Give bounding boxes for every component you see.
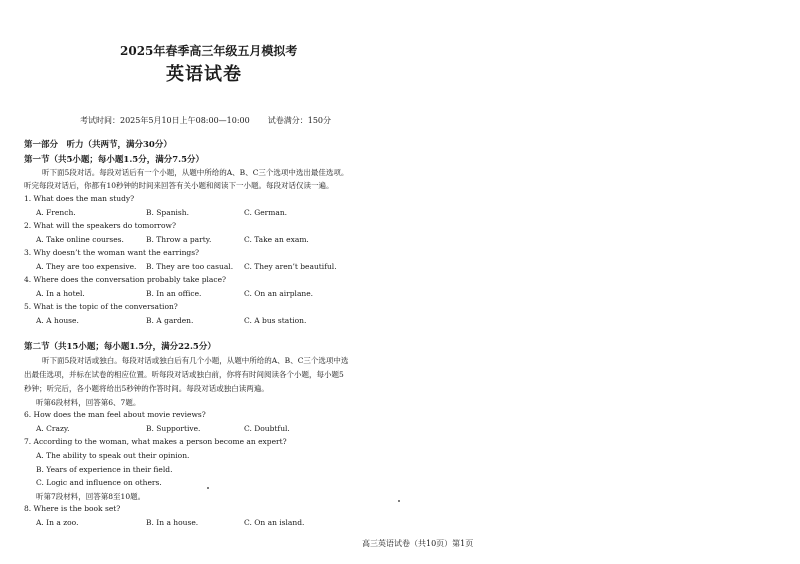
section1-title: 第一节（共5小题；每小题1.5分，满分7.5分） [24, 155, 204, 165]
question-6-option-c: C. Doubtful. [244, 424, 290, 433]
subject-title: 英语试卷 [166, 64, 242, 85]
question-3-option-c: C. They aren’t beautiful. [244, 262, 337, 271]
question-5-stem: 5. What is the topic of the conversation? [24, 302, 178, 311]
question-7-stem: 7. According to the woman, what makes a person become an expert? [24, 437, 287, 446]
question-8-option-b: B. In a house. [146, 518, 199, 527]
part1-title: 第一部分 听力（共两节，满分30分） [24, 140, 172, 150]
section1-instruction-line: 听完每段对话后，你都有10秒钟的时间来回答有关小题和阅读下一小题。每段对话仅读一遍。 [24, 181, 334, 190]
page-footer: 高三英语试卷（共10页）第1页 [362, 539, 474, 548]
question-1-option-a: A. French. [36, 208, 76, 217]
full-score: 试卷满分：150分 [267, 116, 332, 125]
question-5-option-c: C. A bus station. [244, 316, 307, 325]
scan-speck [398, 500, 400, 502]
question-3-option-a: A. They are too expensive. [36, 262, 137, 271]
exam-time: 考试时间：2025年5月10日上午08:00—10:00 [80, 116, 250, 125]
question-8-option-a: A. In a zoo. [36, 518, 79, 527]
exam-info [80, 115, 331, 126]
question-2-option-c: C. Take an exam. [244, 235, 309, 244]
question-3-stem: 3. Why doesn’t the woman want the earrings? [24, 248, 200, 257]
section2-instruction-line: 出最佳选项，并标在试卷的相应位置。听每段对话或独白前，你将有时间阅读各个小题，每小题5 [24, 370, 344, 379]
question-1-option-b: B. Spanish. [146, 208, 189, 217]
question-3-option-b: B. They are too casual. [146, 262, 234, 271]
material-7-note: 听第7段材料，回答第8至10题。 [36, 492, 146, 501]
exam-title: 2025年春季高三年级五月模拟考 [120, 44, 298, 58]
question-4-option-a: A. In a hotel. [36, 289, 85, 298]
question-6-option-b: B. Supportive. [146, 424, 201, 433]
question-2-option-b: B. Throw a party. [146, 235, 212, 244]
scan-speck [207, 487, 209, 489]
question-4-stem: 4. Where does the conversation probably take place? [24, 275, 227, 284]
question-7-option-c: C. Logic and influence on others. [36, 478, 162, 487]
question-7-option-b: B. Years of experience in their field. [36, 465, 173, 474]
question-8-stem: 8. Where is the book set? [24, 504, 121, 513]
section2-instruction-line: 听下面5段对话或独白。每段对话或独白后有几个小题，从题中所给的A、B、C三个选项中选 [42, 356, 349, 365]
question-4-option-b: B. In an office. [146, 289, 202, 298]
question-6-option-a: A. Crazy. [36, 424, 70, 433]
section2-instruction-line: 秒钟；听完后，各小题将给出5秒钟的作答时间。每段对话或独白读两遍。 [24, 384, 269, 393]
question-5-option-b: B. A garden. [146, 316, 194, 325]
question-5-option-a: A. A house. [36, 316, 79, 325]
question-7-option-a: A. The ability to speak out their opinion. [36, 451, 190, 460]
section1-instruction-line: 听下面5段对话。每段对话后有一个小题，从题中所给的A、B、C三个选项中选出最佳选项。 [42, 168, 349, 177]
question-2-option-a: A. Take online courses. [36, 235, 124, 244]
question-1-stem: 1. What does the man study? [24, 194, 135, 203]
section2-title: 第二节（共15小题；每小题1.5分，满分22.5分） [24, 342, 216, 352]
question-8-option-c: C. On an island. [244, 518, 305, 527]
question-6-stem: 6. How does the man feel about movie reviews? [24, 410, 206, 419]
question-4-option-c: C. On an airplane. [244, 289, 314, 298]
question-1-option-c: C. German. [244, 208, 288, 217]
material-6-note: 听第6段材料，回答第6、7题。 [36, 398, 141, 407]
question-2-stem: 2. What will the speakers do tomorrow? [24, 221, 176, 230]
